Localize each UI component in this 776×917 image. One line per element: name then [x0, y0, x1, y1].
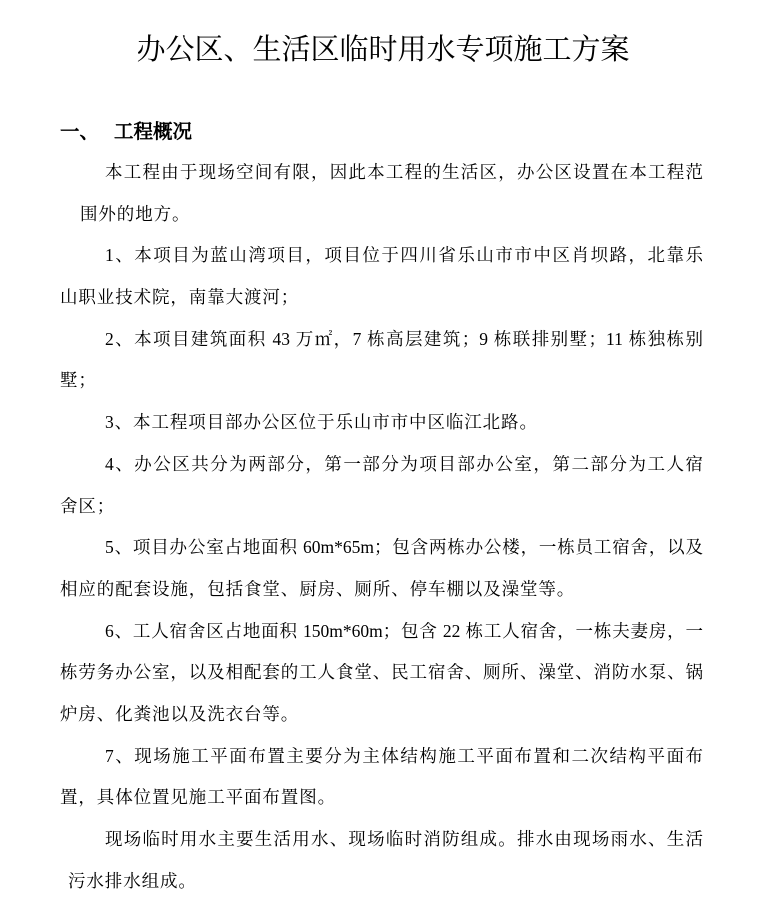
body-line: 围外的地方。 — [80, 203, 191, 224]
body-line: 7、现场施工平面布置主要分为主体结构施工平面布置和二次结构平面布 — [105, 745, 703, 766]
body-line: 置，具体位置见施工平面布置图。 — [60, 787, 336, 808]
section-title: 工程概况 — [114, 122, 193, 143]
body-line: 4、办公区共分为两部分，第一部分为项目部办公室，第二部分为工人宿 — [105, 453, 703, 474]
body-line: 舍区； — [60, 495, 116, 516]
body-line: 2、本项目建筑面积 43 万㎡，7 栋高层建筑；9 栋联排别墅；11 栋独栋别 — [105, 328, 703, 349]
paragraph-water-summary — [0, 819, 776, 902]
body-line: 墅； — [60, 370, 97, 391]
document-title: 办公区、生活区临时用水专项施工方案 — [136, 34, 630, 66]
section-number: 一、 — [60, 122, 100, 143]
body-line: 6、工人宿舍区占地面积 150m*60m；包含 22 栋工人宿舍，一栋夫妻房，一 — [105, 620, 703, 641]
paragraph-intro — [0, 152, 776, 235]
paragraph-item-1 — [0, 235, 776, 318]
body-line: 炉房、化粪池以及洗衣台等。 — [60, 703, 300, 724]
paragraph-item-2 — [0, 319, 776, 402]
body-line: 1、本项目为蓝山湾项目，项目位于四川省乐山市市中区肖坝路，北靠乐 — [105, 245, 703, 266]
body-line: 3、本工程项目部办公区位于乐山市市中区临江北路。 — [105, 412, 538, 433]
body-line: 5、项目办公室占地面积 60m*65m；包含两栋办公楼，一栋员工宿舍，以及 — [105, 537, 703, 558]
paragraph-item-5 — [0, 527, 776, 610]
body-line: 相应的配套设施，包括食堂、厨房、厕所、停车棚以及澡堂等。 — [60, 578, 576, 599]
body-line: 山职业技术院，南靠大渡河； — [60, 287, 300, 308]
paragraph-item-7 — [0, 736, 776, 819]
body-line: 本工程由于现场空间有限，因此本工程的生活区，办公区设置在本工程范 — [105, 162, 703, 182]
body-line: 污水排水组成。 — [68, 870, 197, 891]
body-line: 现场临时用水主要生活用水、现场临时消防组成。排水由现场雨水、生活 — [105, 829, 703, 849]
paragraph-item-6 — [0, 611, 776, 736]
section-heading — [60, 120, 192, 146]
paragraph-item-4 — [0, 444, 776, 527]
paragraph-item-3 — [0, 402, 776, 444]
document-body — [0, 152, 776, 902]
body-line: 栋劳务办公室，以及相配套的工人食堂、民工宿舍、厕所、澡堂、消防水泵、锅 — [60, 662, 703, 683]
